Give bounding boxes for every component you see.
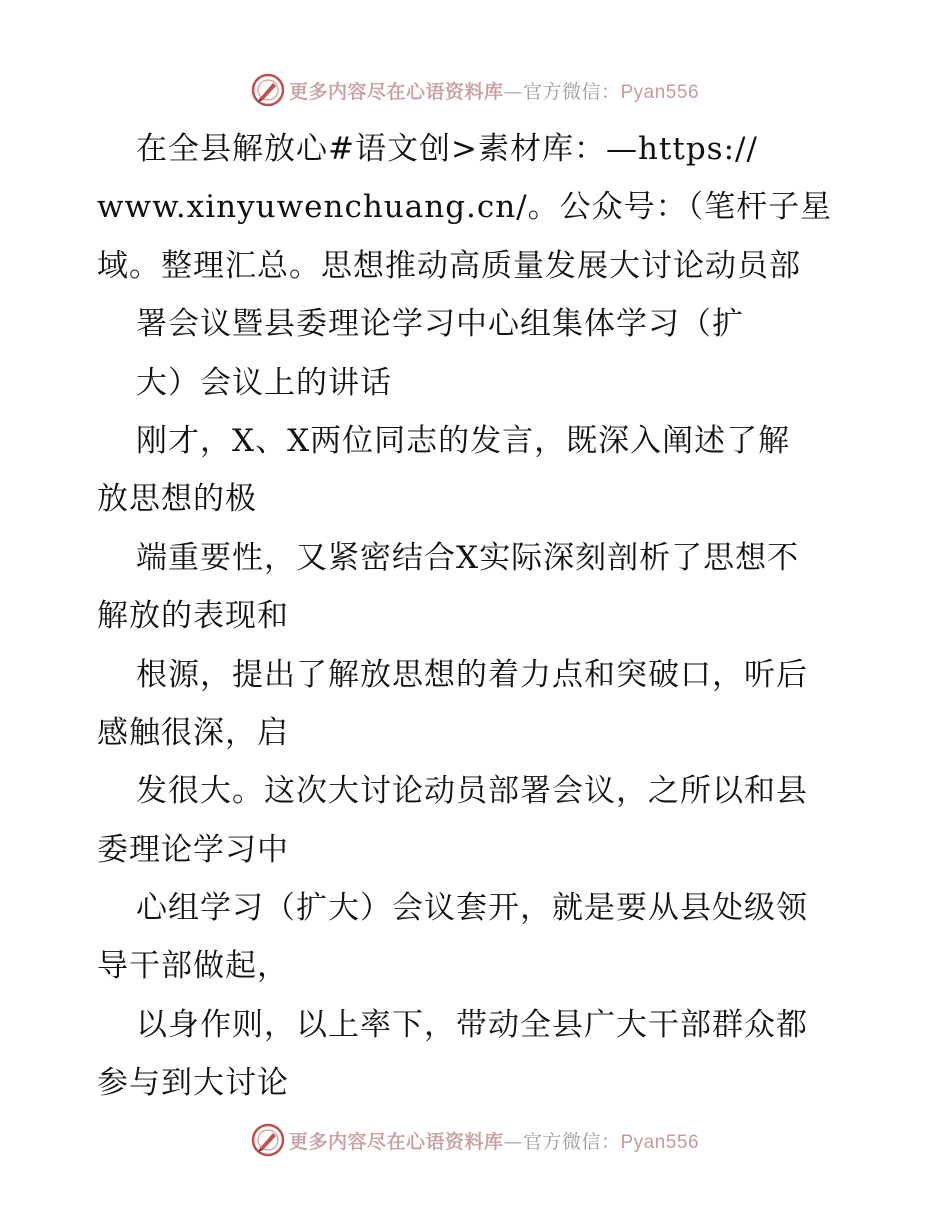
- banner-separator: —: [503, 1130, 523, 1153]
- text-line: 刚才，X、X两位同志的发言，既深入阐述了解: [136, 422, 791, 459]
- text-line: 署会议暨县委理论学习中心组集体学习（扩: [136, 306, 744, 343]
- brush-pen-logo-icon: [251, 1123, 285, 1157]
- banner-wechat-label: 官方微信：: [522, 1130, 621, 1153]
- text-line: 在全县解放心#语文创>素材库：—https://: [136, 131, 758, 167]
- text-line: 以身作则，以上率下，带动全县广大干部群众都: [136, 1006, 808, 1043]
- banner-main-text: 更多内容尽在心语资料库: [288, 80, 504, 103]
- text-line: www.xinyuwenchuang.cn/。公众号：（笔杆子星: [97, 189, 833, 226]
- text-line: 委理论学习中: [97, 831, 289, 868]
- text-line: 感触很深，启: [97, 714, 289, 751]
- banner-text: [289, 1127, 699, 1154]
- banner-wechat-label: 官方微信：: [522, 80, 621, 103]
- banner-wechat-handle: Pyan556: [620, 81, 700, 103]
- text-line: 发很大。这次大讨论动员部署会议，之所以和县: [136, 773, 808, 810]
- banner-wechat-handle: Pyan556: [620, 1131, 700, 1153]
- text-line: 域。整理汇总。思想推动高质量发展大讨论动员部: [97, 247, 801, 284]
- header-watermark-banner: [0, 70, 950, 110]
- text-line: 解放的表现和: [97, 598, 289, 635]
- text-line: 大）会议上的讲话: [136, 364, 392, 401]
- text-line: 放思想的极: [97, 481, 257, 518]
- footer-watermark-banner: [0, 1120, 950, 1160]
- text-line: 心组学习（扩大）会议套开，就是要从县处级领: [136, 890, 808, 927]
- document-body: [97, 120, 867, 1113]
- text-line: 端重要性，又紧密结合X实际深刻剖析了思想不: [136, 539, 800, 576]
- text-line: 参与到大讨论: [97, 1065, 289, 1102]
- text-line: 导干部做起，: [97, 948, 289, 985]
- banner-text: [289, 77, 699, 104]
- text-line: 根源，提出了解放思想的着力点和突破口，听后: [136, 656, 808, 693]
- banner-main-text: 更多内容尽在心语资料库: [288, 1130, 504, 1153]
- brush-pen-logo-icon: [251, 73, 285, 107]
- banner-separator: —: [503, 80, 523, 103]
